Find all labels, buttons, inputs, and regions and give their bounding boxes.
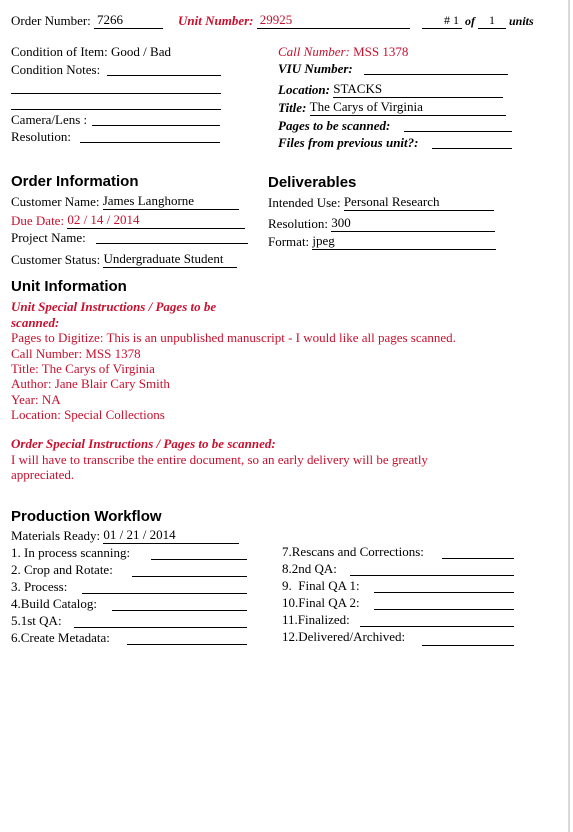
step-number: 7. [282, 544, 292, 559]
unit-special-instructions-label-1: Unit Special Instructions / Pages to be [11, 299, 217, 314]
workflow-step-6 [11, 630, 110, 646]
customer-name-field [11, 193, 239, 210]
workflow-step-3 [11, 579, 67, 595]
workflow-step-9-line[interactable] [374, 592, 514, 593]
workflow-step-12 [282, 629, 405, 645]
workflow-step-4 [11, 596, 97, 612]
step-number: 8. [282, 561, 292, 576]
page-frame-edge [568, 0, 570, 832]
condition-notes-line-1[interactable] [107, 75, 221, 76]
step-number: 10. [282, 595, 299, 610]
workflow-step-5-line[interactable] [74, 627, 247, 628]
format-label: Format: [268, 234, 310, 249]
step-label: Delivered/Archived: [298, 629, 406, 644]
materials-ready-value[interactable]: 01 / 21 / 2014 [103, 527, 239, 544]
step-label: Crop and Rotate: [24, 562, 113, 577]
step-number: 3. [11, 579, 21, 594]
format-field [268, 233, 496, 250]
workflow-step-11-line[interactable] [360, 626, 514, 627]
call-number-label: Call Number: [278, 44, 350, 59]
workflow-step-7-line[interactable] [442, 558, 514, 559]
workflow-step-1-line[interactable] [151, 559, 247, 560]
workflow-step-8 [282, 561, 337, 577]
project-name-label: Project Name: [11, 230, 86, 245]
unit-information-heading: Unit Information [11, 278, 127, 295]
unit-index-value[interactable] [422, 13, 462, 29]
customer-status-label: Customer Status: [11, 252, 101, 267]
files-from-previous-unit-line[interactable] [432, 148, 512, 149]
pages-to-be-scanned-label: Pages to be scanned: [278, 118, 391, 133]
step-label: Final QA 1: [298, 578, 360, 593]
due-date-value[interactable]: 02 / 14 / 2014 [67, 212, 245, 229]
unit-count-field [422, 13, 534, 29]
unit-index: 1 [453, 13, 459, 27]
order-number-value[interactable]: 7266 [94, 12, 163, 29]
intended-use-label: Intended Use: [268, 195, 341, 210]
unit-info-line-location: Location: Special Collections [11, 407, 165, 422]
order-number-label: Order Number: [11, 13, 91, 28]
step-label: 2nd QA: [291, 561, 337, 576]
unit-info-line-call-number: Call Number: MSS 1378 [11, 346, 141, 361]
call-number-field [278, 44, 408, 60]
unit-info-line-author: Author: Jane Blair Cary Smith [11, 376, 170, 391]
step-label: Create Metadata: [20, 630, 110, 645]
workflow-step-10 [282, 595, 360, 611]
workflow-step-2 [11, 562, 113, 578]
workflow-step-8-line[interactable] [350, 575, 514, 576]
format-value[interactable]: jpeg [312, 233, 496, 250]
customer-name-value[interactable]: James Langhorne [103, 193, 239, 210]
production-workflow-heading: Production Workflow [11, 508, 162, 525]
unit-info-line-year: Year: NA [11, 392, 61, 407]
of-label: of [465, 14, 475, 28]
deliverables-heading: Deliverables [268, 174, 357, 191]
step-number: 5. [11, 613, 21, 628]
intended-use-value[interactable]: Personal Research [344, 194, 494, 211]
customer-name-label: Customer Name: [11, 194, 100, 209]
location-field [278, 81, 503, 98]
order-number-field [11, 12, 163, 29]
unit-special-instructions-label-2: scanned: [11, 315, 60, 330]
workflow-step-2-line[interactable] [132, 576, 247, 577]
files-from-previous-unit-label: Files from previous unit?: [278, 135, 419, 150]
camera-lens-label: Camera/Lens : [11, 112, 88, 127]
step-label: Build Catalog: [20, 596, 97, 611]
workflow-step-5 [11, 613, 62, 629]
due-date-label: Due Date: [11, 213, 65, 228]
unit-number-field [178, 12, 410, 29]
condition-resolution-label: Resolution: [11, 129, 71, 144]
workflow-step-3-line[interactable] [82, 593, 247, 594]
step-label: 1st QA: [20, 613, 62, 628]
materials-ready-field [11, 527, 239, 544]
due-date-field [11, 212, 245, 229]
deliverable-resolution-value[interactable]: 300 [331, 215, 495, 232]
unit-number-label: Unit Number: [178, 13, 254, 28]
workflow-step-11 [282, 612, 350, 628]
step-number: 12. [282, 629, 299, 644]
unit-info-line-pages: Pages to Digitize: This is an unpublished manuscript - I would like all pages scanned. [11, 330, 456, 345]
title-value[interactable]: The Carys of Virginia [310, 99, 506, 116]
workflow-step-7 [282, 544, 424, 560]
order-special-instructions-line-2: appreciated. [11, 467, 75, 482]
workflow-step-12-line[interactable] [422, 645, 514, 646]
deliverable-resolution-field [268, 215, 495, 232]
step-number: 6. [11, 630, 21, 645]
order-special-instructions-label: Order Special Instructions / Pages to be scanned: [11, 436, 276, 451]
viu-number-label: VIU Number: [278, 61, 353, 76]
order-information-heading: Order Information [11, 173, 139, 190]
step-number: 4. [11, 596, 21, 611]
condition-of-item-label: Condition of Item: Good / Bad [11, 44, 171, 59]
step-label: Final QA 2: [298, 595, 360, 610]
customer-status-field [11, 251, 237, 268]
title-field [278, 99, 506, 116]
pages-to-be-scanned-line[interactable] [404, 131, 512, 132]
workflow-step-10-line[interactable] [374, 609, 514, 610]
workflow-step-4-line[interactable] [112, 610, 247, 611]
step-number: 2. [11, 562, 21, 577]
step-label: Finalized: [297, 612, 350, 627]
condition-resolution-line[interactable] [80, 142, 220, 143]
step-number: 11. [282, 612, 298, 627]
workflow-step-1 [11, 545, 130, 561]
project-name-line[interactable] [96, 243, 248, 244]
workflow-step-6-line[interactable] [127, 644, 247, 645]
location-value[interactable]: STACKS [333, 81, 503, 98]
unit-info-line-title: Title: The Carys of Virginia [11, 361, 155, 376]
customer-status-value[interactable]: Undergraduate Student [103, 251, 237, 268]
materials-ready-label: Materials Ready: [11, 528, 101, 543]
workflow-step-9 [282, 578, 360, 594]
units-label: units [509, 14, 534, 28]
step-label: In process scanning: [24, 545, 131, 560]
deliverable-resolution-label: Resolution: [268, 216, 328, 231]
step-number: 1. [11, 545, 21, 560]
step-label: Rescans and Corrections: [291, 544, 424, 559]
intended-use-field [268, 194, 494, 211]
unit-total-value[interactable]: 1 [478, 13, 506, 29]
call-number-value: MSS 1378 [353, 44, 409, 59]
camera-lens-line[interactable] [92, 125, 220, 126]
title-label: Title: [278, 100, 307, 115]
step-number: 9. [282, 578, 292, 593]
condition-notes-label: Condition Notes: [11, 62, 101, 77]
unit-number-value[interactable]: 29925 [257, 12, 410, 29]
step-label: Process: [24, 579, 68, 594]
viu-number-line[interactable] [364, 74, 508, 75]
hash-label: # [444, 13, 450, 27]
order-special-instructions-line-1: I will have to transcribe the entire document, so an early delivery will be greatly [11, 452, 428, 467]
condition-notes-line-3[interactable] [11, 109, 221, 110]
location-label: Location: [278, 82, 330, 97]
condition-notes-line-2[interactable] [11, 93, 221, 94]
